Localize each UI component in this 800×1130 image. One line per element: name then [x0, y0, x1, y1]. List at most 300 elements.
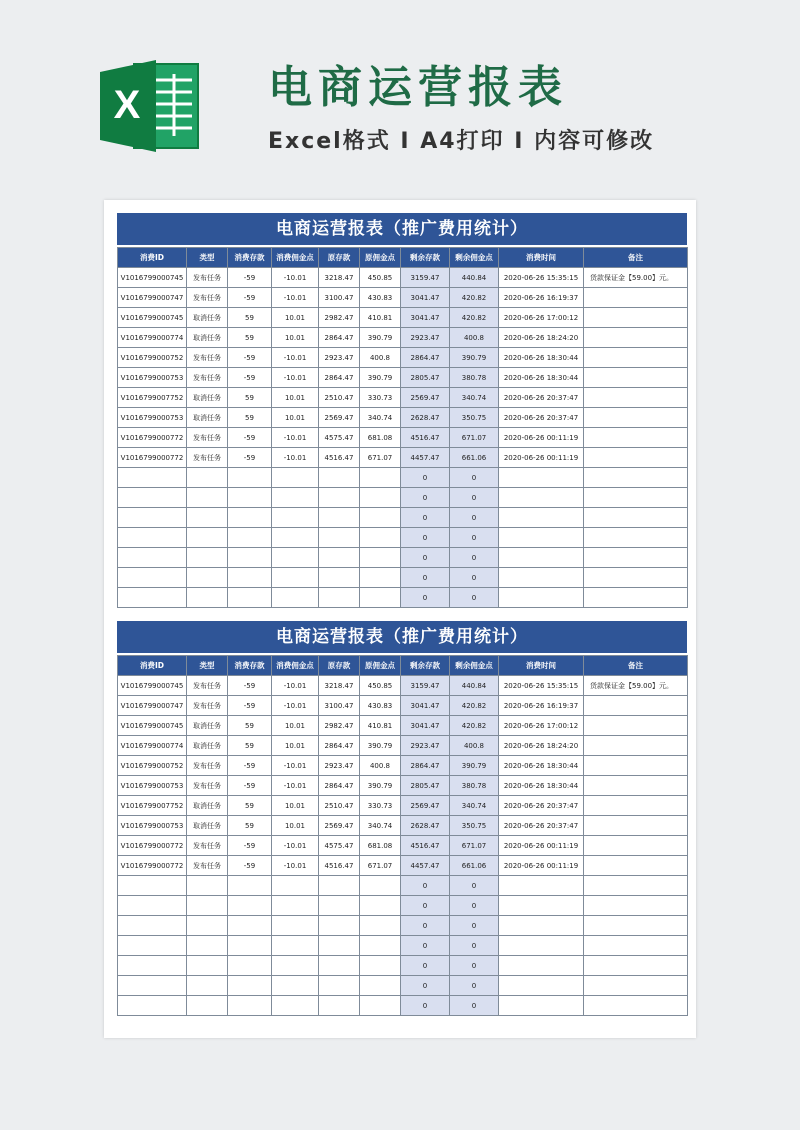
- table-cell: 取消任务: [187, 388, 228, 408]
- table-cell: [319, 956, 360, 976]
- table-cell: 340.74: [360, 408, 401, 428]
- table-cell: -59: [228, 856, 272, 876]
- table-cell: [118, 468, 187, 488]
- table-cell: [360, 568, 401, 588]
- table-cell: 2805.47: [401, 368, 450, 388]
- table-cell: 2864.47: [319, 776, 360, 796]
- table-cell: 0: [450, 896, 499, 916]
- table-cell: V1016799000774: [118, 736, 187, 756]
- column-header: 剩余佣金点: [450, 248, 499, 268]
- table-cell: 2569.47: [319, 816, 360, 836]
- table-cell: -10.01: [272, 428, 319, 448]
- table-cell: 340.74: [450, 796, 499, 816]
- table-cell: [319, 528, 360, 548]
- table-row: [118, 328, 688, 348]
- table-cell: [584, 308, 688, 328]
- table-cell: V1016799000752: [118, 348, 187, 368]
- table-cell: [228, 996, 272, 1016]
- table-cell: 0: [401, 876, 450, 896]
- table-cell: [228, 508, 272, 528]
- table-cell: 2020-06-26 17:00:12: [499, 308, 584, 328]
- table-cell: [499, 996, 584, 1016]
- table-cell: [584, 756, 688, 776]
- table-cell: 330.73: [360, 388, 401, 408]
- table-cell: [319, 588, 360, 608]
- table-cell: 0: [450, 956, 499, 976]
- table-cell: 671.07: [360, 448, 401, 468]
- table-cell: [228, 528, 272, 548]
- table-cell: [272, 916, 319, 936]
- table-cell: 0: [450, 488, 499, 508]
- table-cell: 0: [450, 568, 499, 588]
- table-cell: [584, 408, 688, 428]
- table-cell: 59: [228, 716, 272, 736]
- table-row: [118, 976, 688, 996]
- table-cell: [187, 588, 228, 608]
- table-cell: 2020-06-26 16:19:37: [499, 696, 584, 716]
- table-cell: [228, 936, 272, 956]
- table-cell: [584, 876, 688, 896]
- table-cell: [272, 468, 319, 488]
- table-cell: 3041.47: [401, 288, 450, 308]
- table-cell: 430.83: [360, 288, 401, 308]
- table-cell: -59: [228, 836, 272, 856]
- table-cell: 440.84: [450, 676, 499, 696]
- table-row: [118, 936, 688, 956]
- table-cell: [584, 368, 688, 388]
- table-cell: [272, 936, 319, 956]
- table-cell: -10.01: [272, 696, 319, 716]
- table-cell: [584, 796, 688, 816]
- table-cell: 0: [450, 548, 499, 568]
- table-cell: [319, 936, 360, 956]
- table-cell: 4516.47: [319, 448, 360, 468]
- table-cell: 0: [450, 876, 499, 896]
- table-cell: -10.01: [272, 448, 319, 468]
- table-cell: 450.85: [360, 268, 401, 288]
- table-row: [118, 796, 688, 816]
- table-row: [118, 568, 688, 588]
- table-cell: [118, 976, 187, 996]
- report-grid: [117, 655, 688, 1016]
- table-cell: [118, 528, 187, 548]
- table-row: [118, 388, 688, 408]
- column-header: 原存款: [319, 656, 360, 676]
- table-title: 电商运营报表（推广费用统计）: [117, 213, 687, 245]
- table-cell: [360, 528, 401, 548]
- table-cell: 0: [401, 508, 450, 528]
- table-cell: [360, 588, 401, 608]
- table-cell: [118, 916, 187, 936]
- table-cell: 取消任务: [187, 308, 228, 328]
- column-header: 消费ID: [118, 248, 187, 268]
- table-cell: 发布任务: [187, 368, 228, 388]
- table-cell: 380.78: [450, 368, 499, 388]
- table-cell: 3159.47: [401, 676, 450, 696]
- table-cell: 发布任务: [187, 856, 228, 876]
- table-cell: [499, 548, 584, 568]
- table-cell: 2020-06-26 18:24:20: [499, 328, 584, 348]
- table-cell: V1016799000753: [118, 368, 187, 388]
- excel-logo-icon: [100, 60, 200, 152]
- table-cell: [272, 508, 319, 528]
- table-cell: [228, 876, 272, 896]
- table-cell: 0: [401, 588, 450, 608]
- table-cell: 380.78: [450, 776, 499, 796]
- table-cell: 2020-06-26 15:35:15: [499, 268, 584, 288]
- table-cell: V1016799000745: [118, 676, 187, 696]
- table-cell: 430.83: [360, 696, 401, 716]
- table-cell: 2628.47: [401, 816, 450, 836]
- table-cell: [118, 956, 187, 976]
- logo-letter: X: [113, 83, 141, 127]
- table-cell: [584, 996, 688, 1016]
- table-cell: 2020-06-26 20:37:47: [499, 388, 584, 408]
- table-cell: [118, 876, 187, 896]
- table-cell: 发布任务: [187, 676, 228, 696]
- table-cell: 发布任务: [187, 836, 228, 856]
- table-cell: [272, 976, 319, 996]
- table-cell: [187, 508, 228, 528]
- table-cell: 2569.47: [401, 796, 450, 816]
- table-cell: V1016799000772: [118, 428, 187, 448]
- table-cell: 0: [401, 976, 450, 996]
- table-cell: [499, 976, 584, 996]
- table-cell: [187, 936, 228, 956]
- table-cell: 发布任务: [187, 448, 228, 468]
- table-cell: 3041.47: [401, 308, 450, 328]
- table-cell: 0: [401, 548, 450, 568]
- table-cell: 10.01: [272, 736, 319, 756]
- table-cell: 350.75: [450, 408, 499, 428]
- table-cell: [319, 468, 360, 488]
- table-cell: 2020-06-26 20:37:47: [499, 816, 584, 836]
- table-cell: 340.74: [450, 388, 499, 408]
- table-cell: 2020-06-26 00:11:19: [499, 836, 584, 856]
- table-cell: [228, 568, 272, 588]
- table-cell: 4457.47: [401, 448, 450, 468]
- table-cell: [360, 916, 401, 936]
- table-cell: 2020-06-26 18:30:44: [499, 368, 584, 388]
- table-cell: -10.01: [272, 348, 319, 368]
- table-cell: 3041.47: [401, 696, 450, 716]
- table-cell: 2020-06-26 20:37:47: [499, 796, 584, 816]
- table-row: [118, 756, 688, 776]
- table-cell: V1016799000745: [118, 716, 187, 736]
- table-cell: V1016799000745: [118, 268, 187, 288]
- table-cell: 2020-06-26 15:35:15: [499, 676, 584, 696]
- table-cell: [499, 488, 584, 508]
- table-cell: [584, 736, 688, 756]
- table-cell: 671.07: [450, 428, 499, 448]
- table-cell: 3218.47: [319, 676, 360, 696]
- table-cell: [187, 488, 228, 508]
- table-cell: 2020-06-26 18:30:44: [499, 756, 584, 776]
- table-cell: V1016799000753: [118, 776, 187, 796]
- table-cell: -10.01: [272, 676, 319, 696]
- table-cell: 671.07: [360, 856, 401, 876]
- table-cell: 3100.47: [319, 696, 360, 716]
- table-cell: 2864.47: [319, 736, 360, 756]
- table-cell: -10.01: [272, 836, 319, 856]
- table-cell: -10.01: [272, 856, 319, 876]
- table-cell: 3159.47: [401, 268, 450, 288]
- table-cell: [187, 956, 228, 976]
- table-cell: 0: [401, 916, 450, 936]
- table-cell: [118, 588, 187, 608]
- table-cell: 0: [401, 956, 450, 976]
- table-row: [118, 468, 688, 488]
- table-cell: 440.84: [450, 268, 499, 288]
- table-cell: [499, 588, 584, 608]
- document-sheet: [104, 200, 696, 1038]
- column-header: 消费存款: [228, 248, 272, 268]
- table-cell: 390.79: [450, 348, 499, 368]
- table-cell: [228, 916, 272, 936]
- table-cell: [187, 896, 228, 916]
- table-cell: 10.01: [272, 408, 319, 428]
- report-table-1: [117, 213, 687, 608]
- table-row: [118, 776, 688, 796]
- table-row: [118, 996, 688, 1016]
- table-cell: -59: [228, 756, 272, 776]
- table-cell: V1016799000772: [118, 856, 187, 876]
- table-cell: 59: [228, 388, 272, 408]
- table-cell: 取消任务: [187, 328, 228, 348]
- table-cell: [584, 588, 688, 608]
- table-cell: 2569.47: [401, 388, 450, 408]
- table-cell: 0: [401, 468, 450, 488]
- table-row: [118, 588, 688, 608]
- table-row: [118, 816, 688, 836]
- table-cell: -59: [228, 348, 272, 368]
- table-cell: 671.07: [450, 836, 499, 856]
- table-cell: [319, 876, 360, 896]
- table-cell: [584, 528, 688, 548]
- table-cell: [499, 508, 584, 528]
- table-cell: 681.08: [360, 428, 401, 448]
- table-cell: [319, 488, 360, 508]
- table-cell: [360, 508, 401, 528]
- table-cell: [272, 996, 319, 1016]
- table-cell: -10.01: [272, 776, 319, 796]
- table-cell: [187, 568, 228, 588]
- table-cell: [187, 996, 228, 1016]
- table-row: [118, 836, 688, 856]
- table-cell: 2020-06-26 18:30:44: [499, 348, 584, 368]
- table-cell: 取消任务: [187, 736, 228, 756]
- table-cell: [118, 996, 187, 1016]
- page-title: 电商运营报表: [268, 62, 568, 113]
- table-cell: V1016799000745: [118, 308, 187, 328]
- table-cell: [584, 388, 688, 408]
- table-cell: 59: [228, 796, 272, 816]
- table-cell: [584, 696, 688, 716]
- table-row: [118, 488, 688, 508]
- table-cell: 2020-06-26 00:11:19: [499, 428, 584, 448]
- table-cell: [228, 488, 272, 508]
- table-cell: 2020-06-26 16:19:37: [499, 288, 584, 308]
- table-cell: [272, 896, 319, 916]
- table-cell: -59: [228, 696, 272, 716]
- table-cell: 390.79: [450, 756, 499, 776]
- header-row: [118, 248, 688, 268]
- table-cell: [499, 956, 584, 976]
- table-cell: 2569.47: [319, 408, 360, 428]
- table-cell: [187, 876, 228, 896]
- table-cell: 420.82: [450, 288, 499, 308]
- table-cell: 货款保证金【59.00】元。: [584, 676, 688, 696]
- table-cell: 340.74: [360, 816, 401, 836]
- table-cell: 59: [228, 736, 272, 756]
- table-cell: [360, 896, 401, 916]
- column-header: 消费佣金点: [272, 248, 319, 268]
- table-row: [118, 408, 688, 428]
- table-cell: [118, 936, 187, 956]
- table-cell: [319, 508, 360, 528]
- table-cell: -59: [228, 676, 272, 696]
- header-row: [118, 656, 688, 676]
- column-header: 备注: [584, 248, 688, 268]
- table-cell: V1016799000774: [118, 328, 187, 348]
- table-cell: V1016799000747: [118, 288, 187, 308]
- table-cell: 2864.47: [319, 368, 360, 388]
- table-cell: [319, 548, 360, 568]
- table-cell: [360, 488, 401, 508]
- table-cell: 0: [401, 936, 450, 956]
- table-cell: 2510.47: [319, 388, 360, 408]
- table-cell: 2020-06-26 20:37:47: [499, 408, 584, 428]
- table-cell: -10.01: [272, 268, 319, 288]
- table-cell: 发布任务: [187, 268, 228, 288]
- table-cell: 2923.47: [319, 348, 360, 368]
- page-subtitle: Excel格式 I A4打印 I 内容可修改: [268, 129, 655, 154]
- table-cell: -59: [228, 776, 272, 796]
- table-cell: [118, 896, 187, 916]
- table-cell: 10.01: [272, 308, 319, 328]
- table-cell: [584, 836, 688, 856]
- table-cell: 450.85: [360, 676, 401, 696]
- column-header: 类型: [187, 248, 228, 268]
- table-cell: [584, 348, 688, 368]
- table-row: [118, 856, 688, 876]
- table-cell: -10.01: [272, 288, 319, 308]
- table-row: [118, 268, 688, 288]
- table-cell: [584, 956, 688, 976]
- table-cell: 发布任务: [187, 288, 228, 308]
- table-cell: [187, 976, 228, 996]
- table-cell: [272, 956, 319, 976]
- table-cell: 390.79: [360, 328, 401, 348]
- table-cell: 661.06: [450, 856, 499, 876]
- table-cell: 取消任务: [187, 816, 228, 836]
- table-cell: [584, 916, 688, 936]
- table-cell: [360, 956, 401, 976]
- table-cell: [319, 568, 360, 588]
- table-cell: [272, 548, 319, 568]
- table-cell: 2628.47: [401, 408, 450, 428]
- table-cell: [499, 876, 584, 896]
- table-cell: 330.73: [360, 796, 401, 816]
- table-cell: 10.01: [272, 388, 319, 408]
- table-cell: 货款保证金【59.00】元。: [584, 268, 688, 288]
- table-cell: 2864.47: [319, 328, 360, 348]
- column-header: 消费时间: [499, 248, 584, 268]
- column-header: 原存款: [319, 248, 360, 268]
- column-header: 剩余佣金点: [450, 656, 499, 676]
- table-cell: 4575.47: [319, 836, 360, 856]
- table-cell: 3100.47: [319, 288, 360, 308]
- table-cell: 4516.47: [401, 428, 450, 448]
- table-cell: [360, 996, 401, 1016]
- table-cell: -59: [228, 268, 272, 288]
- table-cell: 410.81: [360, 308, 401, 328]
- table-row: [118, 348, 688, 368]
- table-cell: 400.8: [450, 328, 499, 348]
- column-header: 原佣金点: [360, 656, 401, 676]
- table-cell: [584, 856, 688, 876]
- table-cell: [584, 776, 688, 796]
- table-cell: [499, 528, 584, 548]
- table-cell: 410.81: [360, 716, 401, 736]
- table-cell: 2864.47: [401, 756, 450, 776]
- table-cell: [272, 588, 319, 608]
- table-cell: 发布任务: [187, 428, 228, 448]
- table-cell: 2982.47: [319, 716, 360, 736]
- table-cell: V1016799000753: [118, 408, 187, 428]
- table-cell: [272, 568, 319, 588]
- table-cell: V1016799007752: [118, 388, 187, 408]
- table-cell: -10.01: [272, 756, 319, 776]
- table-cell: [319, 916, 360, 936]
- table-cell: -59: [228, 428, 272, 448]
- table-cell: 10.01: [272, 816, 319, 836]
- table-cell: 2020-06-26 17:00:12: [499, 716, 584, 736]
- table-cell: [584, 468, 688, 488]
- table-cell: [584, 548, 688, 568]
- table-cell: 2864.47: [401, 348, 450, 368]
- table-cell: 661.06: [450, 448, 499, 468]
- table-cell: [360, 468, 401, 488]
- table-row: [118, 916, 688, 936]
- table-row: [118, 548, 688, 568]
- table-cell: [499, 896, 584, 916]
- table-cell: [499, 468, 584, 488]
- table-cell: [187, 468, 228, 488]
- table-cell: 2510.47: [319, 796, 360, 816]
- table-cell: 10.01: [272, 796, 319, 816]
- table-cell: [584, 488, 688, 508]
- table-cell: 390.79: [360, 776, 401, 796]
- table-cell: 420.82: [450, 696, 499, 716]
- table-cell: 0: [450, 468, 499, 488]
- table-cell: 420.82: [450, 308, 499, 328]
- column-header: 消费时间: [499, 656, 584, 676]
- table-cell: [228, 468, 272, 488]
- column-header: 消费佣金点: [272, 656, 319, 676]
- table-cell: [272, 876, 319, 896]
- table-row: [118, 368, 688, 388]
- table-cell: [319, 896, 360, 916]
- table-cell: 4516.47: [401, 836, 450, 856]
- table-cell: [499, 916, 584, 936]
- table-cell: 0: [450, 976, 499, 996]
- table-cell: 350.75: [450, 816, 499, 836]
- table-cell: [360, 876, 401, 896]
- table-cell: V1016799000772: [118, 448, 187, 468]
- table-cell: 发布任务: [187, 776, 228, 796]
- table-cell: -10.01: [272, 368, 319, 388]
